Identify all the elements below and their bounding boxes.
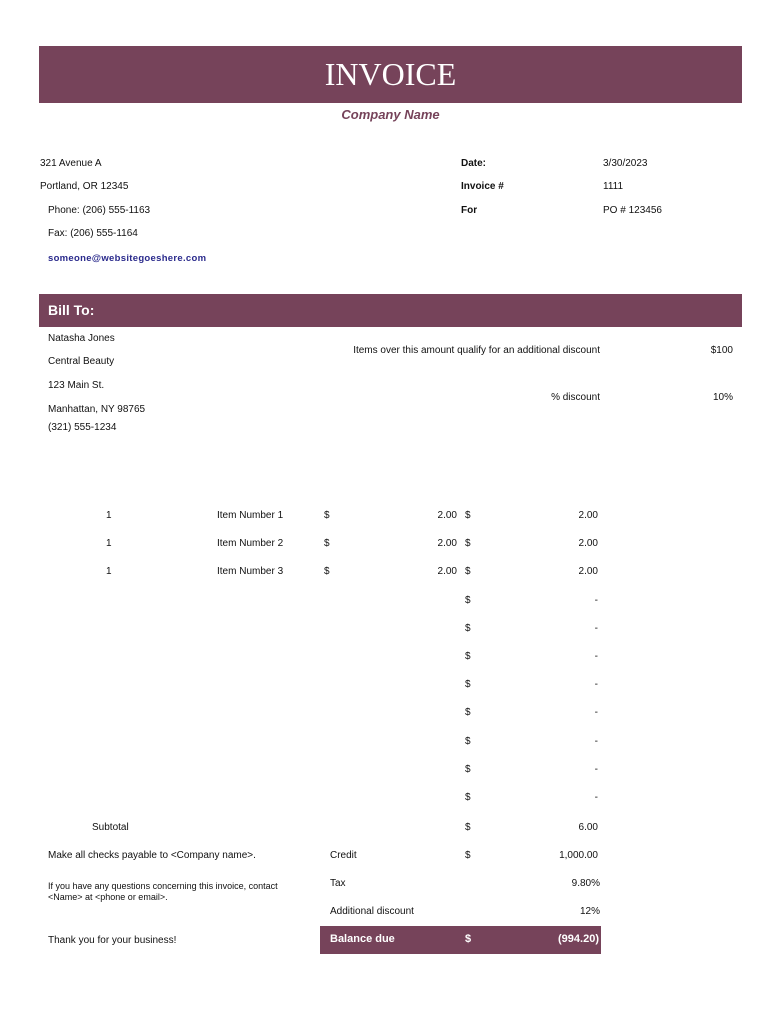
tax-value: 9.80% bbox=[571, 878, 600, 889]
discount-threshold-value: $100 bbox=[710, 345, 733, 356]
bill-to-city: Manhattan, NY 98765 bbox=[48, 404, 146, 415]
item-line-total: 2.00 bbox=[578, 538, 598, 550]
discount-percent-value: 10% bbox=[712, 392, 733, 403]
item-total-currency: $ bbox=[465, 538, 471, 550]
item-line-total: - bbox=[594, 735, 598, 747]
credit-currency: $ bbox=[465, 850, 471, 861]
item-unit-currency: $ bbox=[324, 538, 330, 550]
balance-due-label: Balance due bbox=[330, 933, 395, 945]
subtotal-value: 6.00 bbox=[578, 822, 598, 833]
item-qty: 1 bbox=[106, 510, 112, 521]
credit-value: 1,000.00 bbox=[559, 850, 598, 861]
item-total-currency: $ bbox=[465, 510, 471, 521]
invoice-title: INVOICE bbox=[324, 56, 457, 92]
item-description: Item Number 1 bbox=[217, 510, 284, 521]
item-total-currency: $ bbox=[465, 792, 471, 803]
item-total-currency: $ bbox=[465, 735, 471, 747]
item-total-currency: $ bbox=[465, 707, 471, 719]
balance-due-value: (994.20) bbox=[558, 933, 599, 945]
subtotal-label: Subtotal bbox=[92, 822, 129, 833]
credit-label: Credit bbox=[330, 850, 357, 861]
bill-to-label: Bill To: bbox=[48, 302, 95, 318]
item-total-currency: $ bbox=[465, 651, 471, 662]
bill-to-phone: (321) 555-1234 bbox=[48, 422, 117, 433]
discount-threshold-label: Items over this amount qualify for an additional discount bbox=[353, 345, 600, 356]
item-line-total: - bbox=[594, 792, 598, 803]
item-line-total: - bbox=[594, 651, 598, 662]
invoice-number-label: Invoice # bbox=[461, 181, 504, 192]
item-description: Item Number 2 bbox=[217, 538, 284, 550]
additional-discount-label: Additional discount bbox=[330, 906, 414, 917]
item-qty: 1 bbox=[106, 538, 112, 550]
item-line-total: - bbox=[594, 679, 598, 691]
item-total-currency: $ bbox=[465, 763, 471, 775]
subtotal-currency: $ bbox=[465, 822, 471, 833]
item-total-currency: $ bbox=[465, 622, 471, 634]
item-description: Item Number 3 bbox=[217, 566, 284, 578]
for-value: PO # 123456 bbox=[603, 205, 662, 216]
bill-to-company: Central Beauty bbox=[48, 356, 115, 367]
item-total-currency: $ bbox=[465, 679, 471, 691]
item-total-currency: $ bbox=[465, 594, 471, 606]
balance-due-currency: $ bbox=[465, 933, 472, 945]
invoice-title-banner bbox=[39, 46, 742, 103]
item-unit-price: 2.00 bbox=[437, 510, 457, 521]
bill-to-bar bbox=[39, 294, 742, 327]
additional-discount-value: 12% bbox=[579, 906, 600, 917]
date-label: Date: bbox=[461, 158, 487, 169]
item-unit-currency: $ bbox=[324, 566, 330, 578]
item-line-total: - bbox=[594, 763, 598, 775]
item-total-currency: $ bbox=[465, 566, 471, 578]
checks-payable-note: Make all checks payable to <Company name>. bbox=[48, 850, 256, 861]
item-unit-price: 2.00 bbox=[437, 538, 457, 550]
sender-phone: Phone: (206) 555-1163 bbox=[48, 205, 151, 216]
discount-percent-label: % discount bbox=[551, 392, 600, 403]
balance-due-bar bbox=[320, 926, 601, 954]
item-unit-currency: $ bbox=[324, 510, 330, 521]
item-line-total: - bbox=[594, 594, 598, 606]
sender-fax: Fax: (206) 555-1164 bbox=[48, 228, 138, 239]
sender-address1: 321 Avenue A bbox=[40, 158, 102, 169]
bill-to-name: Natasha Jones bbox=[48, 333, 115, 344]
for-label: For bbox=[461, 205, 478, 216]
bill-to-street: 123 Main St. bbox=[48, 380, 105, 391]
item-line-total: 2.00 bbox=[578, 566, 598, 578]
invoice-number-value: 1111 bbox=[603, 181, 624, 192]
questions-line2: <Name> at <phone or email>. bbox=[48, 892, 168, 902]
thank-you-note: Thank you for your business! bbox=[48, 935, 177, 946]
item-line-total: 2.00 bbox=[578, 510, 598, 521]
item-line-total: - bbox=[594, 707, 598, 719]
company-name: Company Name bbox=[341, 107, 440, 122]
tax-label: Tax bbox=[330, 878, 346, 889]
item-unit-price: 2.00 bbox=[437, 566, 457, 578]
sender-address2: Portland, OR 12345 bbox=[40, 181, 129, 192]
questions-line1: If you have any questions concerning this invoice, contact bbox=[48, 881, 278, 891]
questions-note bbox=[48, 881, 278, 903]
sender-email-link[interactable]: someone@websitegoeshere.com bbox=[48, 253, 207, 264]
item-qty: 1 bbox=[106, 566, 112, 578]
item-line-total: - bbox=[594, 622, 598, 634]
date-value: 3/30/2023 bbox=[603, 158, 648, 169]
